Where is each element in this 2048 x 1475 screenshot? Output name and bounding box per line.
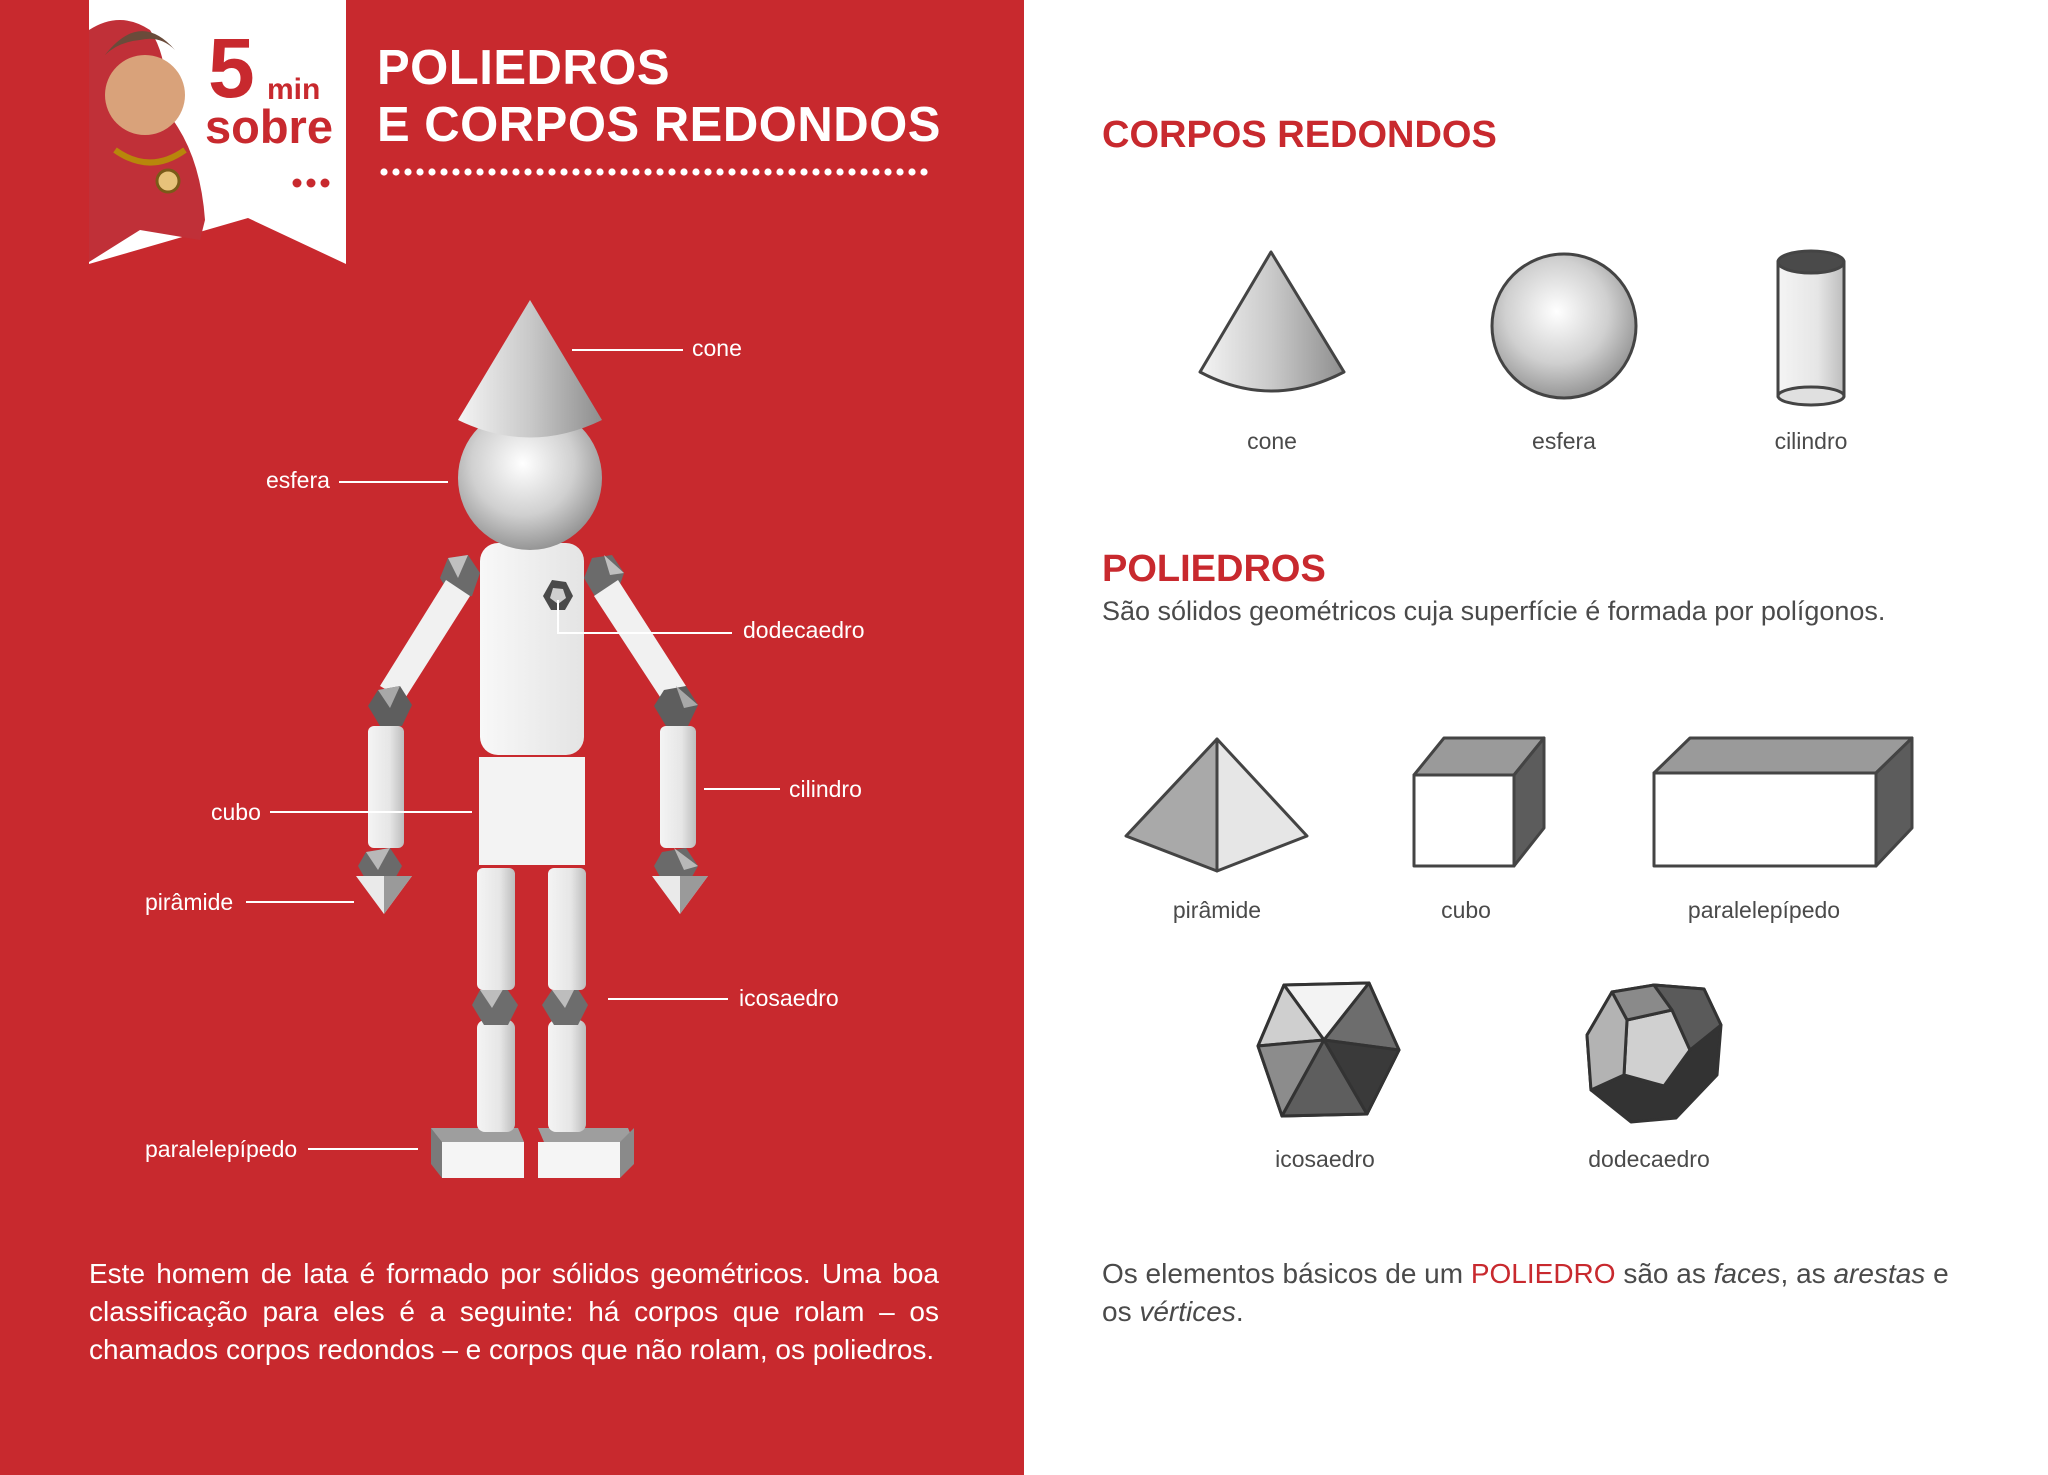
label-paralelepipedo: paralelepípedo [145,1136,298,1162]
footer-faces: faces [1713,1258,1781,1289]
poliedros-heading: POLIEDROS [1102,548,1326,590]
title-dotted-rule [379,166,931,178]
footer-text-5: . [1235,1296,1244,1327]
right-graphics [1024,0,2048,1475]
page-title-line1: POLIEDROS [377,41,671,95]
badge-unit: min [267,73,321,106]
footer-text-4: e os [1102,1258,1949,1327]
caption-cone: cone [1247,428,1297,454]
caption-paralelepipedo: paralelepípedo [1687,897,1841,923]
tin-man-figure [356,300,708,1178]
label-cone: cone [692,335,742,361]
badge-dots [293,179,330,188]
footer-highlight: POLIEDRO [1470,1258,1616,1289]
label-esfera: esfera [266,467,330,493]
page-title-line2: E CORPOS REDONDOS [377,98,941,152]
poliedros-subtitle: São sólidos geométricos cuja superfície é formada por polígonos. [1102,596,1886,626]
caption-icosaedro: icosaedro [1275,1146,1375,1172]
label-cubo: cubo [211,799,261,825]
footer-vertices: vértices [1139,1296,1236,1327]
shape-cilindro [1778,251,1844,405]
corpos-redondos-heading: CORPOS REDONDOS [1102,114,1497,156]
footer-arestas: arestas [1833,1258,1926,1289]
right-panel [1024,0,2048,1475]
intro-paragraph: Este homem de lata é formado por sólidos geométricos. Uma boa classificação para eles é a seguinte: há corpos que rolam – os chamados corpos redondos – e corpos que não rolam, os poliedros. [89,1258,939,1365]
shape-dodecaedro [1587,985,1721,1122]
shape-piramide [1126,739,1307,871]
shape-esfera [1492,254,1636,398]
caption-piramide: pirâmide [1172,897,1262,923]
shape-icosaedro [1258,983,1399,1116]
label-cilindro: cilindro [789,776,862,802]
label-dodecaedro: dodecaedro [743,617,865,643]
caption-dodecaedro: dodecaedro [1588,1146,1710,1172]
caption-cilindro: cilindro [1774,428,1848,454]
paralelepipedo-shoes [431,1128,634,1178]
badge-number: 5 [208,21,255,115]
shape-cubo [1414,738,1544,866]
page-title [377,40,941,154]
footer-text-3: , as [1780,1258,1834,1289]
footer-text-1: Os elementos básicos de um [1102,1258,1471,1289]
caption-esfera: esfera [1532,428,1596,454]
badge [89,0,346,264]
footer-text-2: são as [1615,1258,1714,1289]
badge-word: sobre [205,100,333,153]
caption-cubo: cubo [1441,897,1491,923]
shape-paralelepipedo [1654,738,1912,866]
shape-cone [1200,252,1344,391]
label-piramide: pirâmide [145,889,234,915]
label-icosaedro: icosaedro [739,985,839,1011]
footer-paragraph [1102,1255,1982,1331]
